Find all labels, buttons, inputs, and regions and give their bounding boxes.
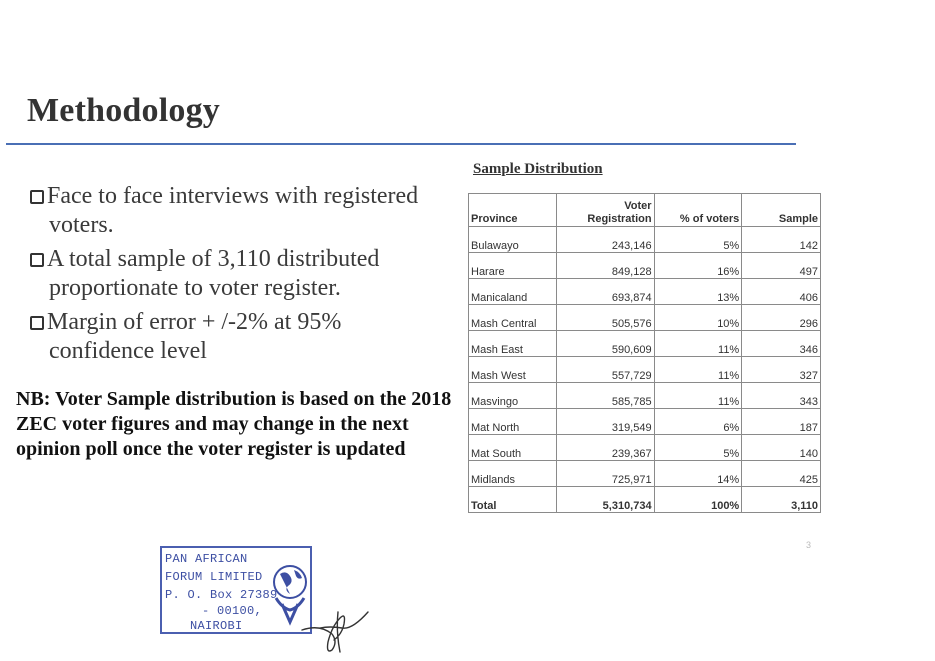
- cell-percent-voters: 5%: [654, 435, 742, 461]
- cell-province: Manicaland: [469, 279, 557, 305]
- page-number: 3: [806, 540, 812, 550]
- cell-sample: 142: [742, 227, 821, 253]
- stamp-line: - 00100,: [202, 604, 263, 618]
- cell-province: Masvingo: [469, 383, 557, 409]
- total-cell-sample: 3,110: [742, 487, 821, 513]
- cell-province: Bulawayo: [469, 227, 557, 253]
- total-cell-percent-voters: 100%: [654, 487, 742, 513]
- cell-percent-voters: 11%: [654, 383, 742, 409]
- stamp-line: FORUM LIMITED: [165, 570, 263, 584]
- signature-scribble: [300, 598, 370, 658]
- total-cell-province: Total: [469, 487, 557, 513]
- cell-province: Mash West: [469, 357, 557, 383]
- table-row: [469, 279, 821, 305]
- cell-voter-registration: 319,549: [556, 409, 654, 435]
- table-body: [469, 227, 821, 513]
- column-header-voter-registration-text: Voter Registration: [587, 200, 652, 225]
- table-row: [469, 461, 821, 487]
- table-row: [469, 383, 821, 409]
- column-header-voter-registration: [556, 194, 654, 227]
- stamp-line: P. O. Box 27389: [165, 588, 278, 602]
- cell-province: Mash Central: [469, 305, 557, 331]
- slide-title: Methodology: [27, 92, 220, 129]
- column-header-percent-voters: % of voters: [654, 194, 742, 227]
- checkbox-bullet-icon: [30, 253, 44, 267]
- cell-province: Mat South: [469, 435, 557, 461]
- cell-percent-voters: 11%: [654, 331, 742, 357]
- column-header-sample: Sample: [742, 194, 821, 227]
- cell-percent-voters: 5%: [654, 227, 742, 253]
- cell-voter-registration: 693,874: [556, 279, 654, 305]
- bullet-item: Margin of error + /-2% at 95% confidence level: [30, 308, 450, 366]
- checkbox-bullet-icon: [30, 316, 44, 330]
- cell-voter-registration: 243,146: [556, 227, 654, 253]
- cell-sample: 497: [742, 253, 821, 279]
- cell-percent-voters: 10%: [654, 305, 742, 331]
- cell-sample: 140: [742, 435, 821, 461]
- table-total-row: [469, 487, 821, 513]
- cell-voter-registration: 557,729: [556, 357, 654, 383]
- cell-sample: 187: [742, 409, 821, 435]
- table-row: [469, 227, 821, 253]
- bullet-item: A total sample of 3,110 distributed proportionate to voter register.: [30, 245, 450, 303]
- table-row: [469, 331, 821, 357]
- cell-percent-voters: 6%: [654, 409, 742, 435]
- cell-sample: 406: [742, 279, 821, 305]
- methodology-bullets: [30, 182, 450, 371]
- cell-province: Mash East: [469, 331, 557, 357]
- table-row: [469, 305, 821, 331]
- sample-distribution-table: [468, 193, 821, 513]
- cell-percent-voters: 16%: [654, 253, 742, 279]
- table-title: Sample Distribution: [473, 161, 603, 177]
- cell-sample: 343: [742, 383, 821, 409]
- table-header-row: [469, 194, 821, 227]
- cell-voter-registration: 590,609: [556, 331, 654, 357]
- cell-province: Mat North: [469, 409, 557, 435]
- table-row: [469, 409, 821, 435]
- table-row: [469, 253, 821, 279]
- cell-voter-registration: 505,576: [556, 305, 654, 331]
- checkbox-bullet-icon: [30, 190, 44, 204]
- cell-sample: 327: [742, 357, 821, 383]
- company-stamp: [160, 546, 312, 634]
- table-row: [469, 357, 821, 383]
- cell-voter-registration: 585,785: [556, 383, 654, 409]
- total-cell-voter-registration: 5,310,734: [556, 487, 654, 513]
- cell-province: Harare: [469, 253, 557, 279]
- cell-province: Midlands: [469, 461, 557, 487]
- column-header-province: Province: [469, 194, 557, 227]
- stamp-line: NAIROBI: [190, 619, 243, 633]
- cell-percent-voters: 11%: [654, 357, 742, 383]
- title-divider: [6, 143, 796, 145]
- note-text: NB: Voter Sample distribution is based on the 2018 ZEC voter figures and may change in the next opinion poll once the voter register is updated: [16, 388, 452, 460]
- bullet-item: Face to face interviews with registered voters.: [30, 182, 450, 240]
- cell-voter-registration: 849,128: [556, 253, 654, 279]
- cell-voter-registration: 239,367: [556, 435, 654, 461]
- cell-sample: 346: [742, 331, 821, 357]
- cell-percent-voters: 14%: [654, 461, 742, 487]
- cell-sample: 296: [742, 305, 821, 331]
- cell-voter-registration: 725,971: [556, 461, 654, 487]
- cell-sample: 425: [742, 461, 821, 487]
- stamp-line: PAN AFRICAN: [165, 552, 248, 566]
- table-row: [469, 435, 821, 461]
- cell-percent-voters: 13%: [654, 279, 742, 305]
